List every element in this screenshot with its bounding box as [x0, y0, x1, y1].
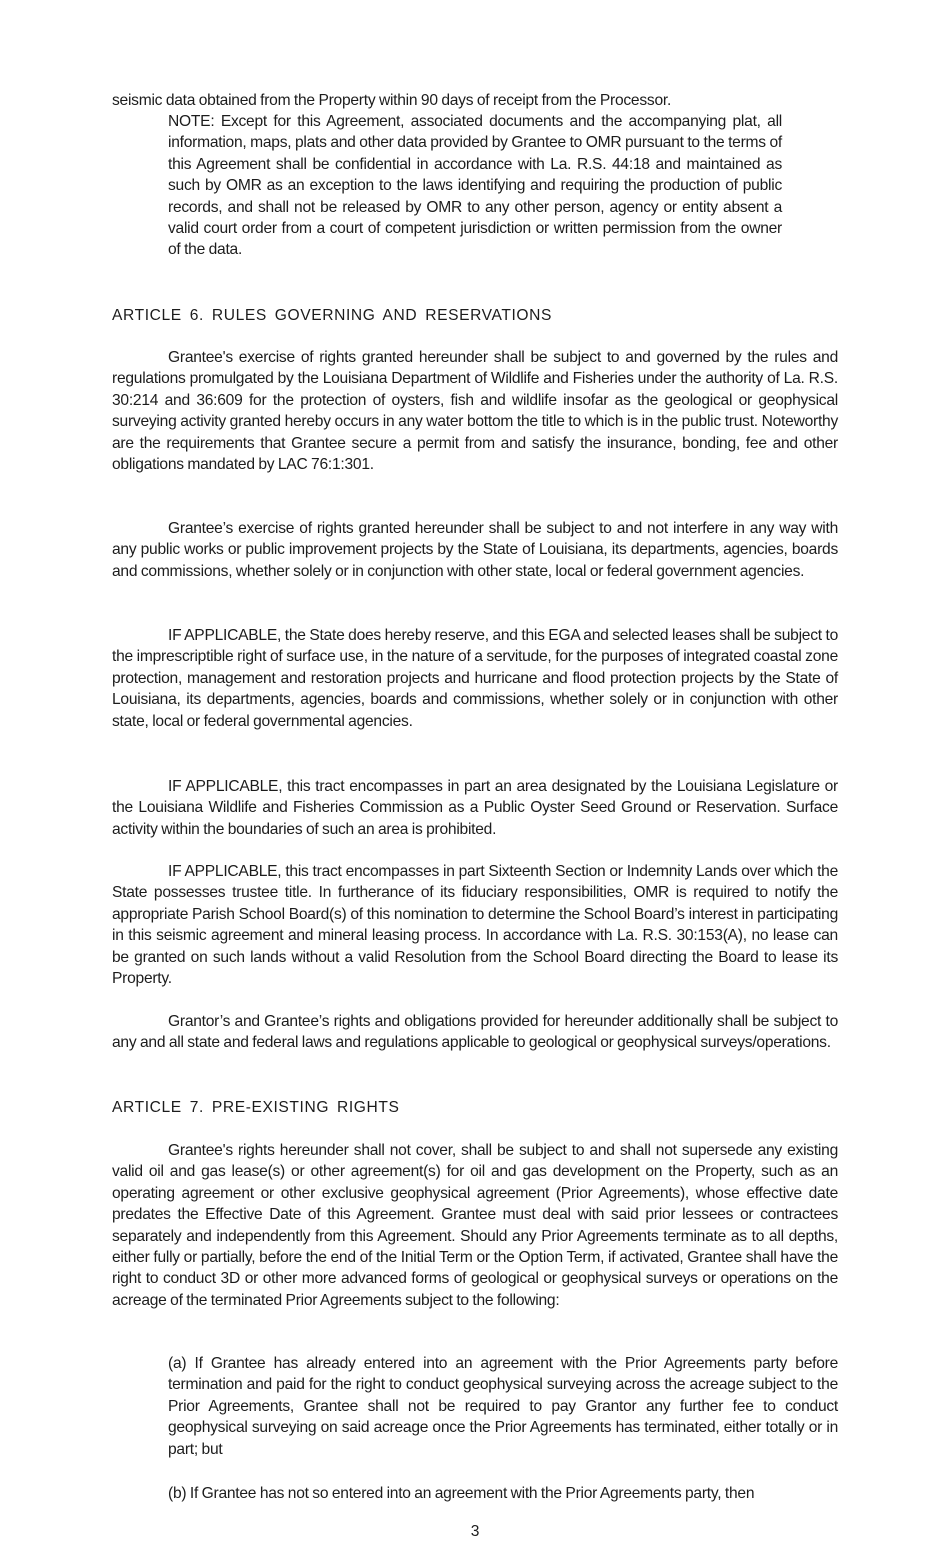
- article-7-paragraph-1: Grantee's rights hereunder shall not cover, shall be subject to and shall not supersede any existing valid oil and gas lease(s) or other agreement(s) for oil and gas development on the Property, such as an operating agreement or other exclusive geophysical agreement (Prior Agreements), whose effective date predates the Effective Date of this Agreement. Grantee must deal with said prior lessees or contractees separately and independently from this Agreement. Should any Prior Agreements terminate as to all depths, either fully or partially, before the end of the Initial Term or the Option Term, if activated, Grantee shall have the right to conduct 3D or other more advanced forms of geological or geophysical surveys or operations on the acreage of the terminated Prior Agreements subject to the following:: [112, 1142, 838, 1309]
- article-7-clause-a: (a) If Grantee has already entered into an agreement with the Prior Agreements party before termination and paid for the right to conduct geophysical surveying across the acreage subject to the Prior Agreements, Grantee shall not be required to pay Grantor any further fee to conduct geophysical surveying on said acreage once the Prior Agreements has terminated, either totally or in part; but: [168, 1355, 838, 1458]
- article-6-paragraph-1: Grantee's exercise of rights granted hereunder shall be subject to and governed by the rules and regulations promulgated by the Louisiana Department of Wildlife and Fisheries under the authority of La. R.S. 30:214 and 36:609 for the protection of oysters, fish and wildlife insofar as the geological or geophysical surveying activity granted hereby occurs in any water bottom the title to which is in the public trust. Noteworthy are the requirements that Grantee secure a permit from and satisfy the insurance, bonding, fee and other obligations mandated by LAC 76:1:301.: [112, 349, 838, 474]
- page-number: 3: [470, 1523, 480, 1540]
- confidentiality-note: NOTE: Except for this Agreement, associated documents and the accompanying plat, all information, maps, plats and other data provided by Grantee to OMR pursuant to the terms of this Agreement shall be confidential in accordance with La. R.S. 44:18 and maintained as such by OMR as an exception to the laws identifying and requiring the production of public records, and shall not be released by OMR to any other person, agency or entity absent a valid court order from a court of competent jurisdiction or written permission from the owner of the data.: [168, 113, 782, 259]
- article-7-heading: ARTICLE 7. PRE-EXISTING RIGHTS: [112, 1099, 400, 1116]
- article-6-heading: ARTICLE 6. RULES GOVERNING AND RESERVATIONS: [112, 307, 552, 324]
- article-7-clause-b: (b) If Grantee has not so entered into an agreement with the Prior Agreements party, then: [168, 1485, 755, 1502]
- article-6-paragraph-2: Grantee’s exercise of rights granted hereunder shall be subject to and not interfere in any way with any public works or public improvement projects by the State of Louisiana, its departments, agencies, boards and commissions, whether solely or in conjunction with other state, local or federal government agencies.: [112, 520, 838, 580]
- article-6-paragraph-6: Grantor’s and Grantee’s rights and obligations provided for hereunder additionally shall be subject to any and all state and federal laws and regulations applicable to geological or geophysical surveys/operations.: [112, 1013, 838, 1052]
- article-6-paragraph-5: IF APPLICABLE, this tract encompasses in part Sixteenth Section or Indemnity Lands over which the State possesses trustee title. In furtherance of its fiduciary responsibilities, OMR is required to notify the appropriate Parish School Board(s) of this nomination to determine the School Board’s interest in participating in this seismic agreement and mineral leasing process. In accordance with La. R.S. 30:153(A), no lease can be granted on such lands without a valid Resolution from the School Board directing the Board to lease its Property.: [112, 863, 838, 988]
- article-6-paragraph-3: IF APPLICABLE, the State does hereby reserve, and this EGA and selected leases shall be subject to the imprescriptible right of surface use, in the nature of a servitude, for the purposes of integrated coastal zone protection, management and restoration projects and hurricane and flood protection projects by the State of Louisiana, its departments, agencies, boards and commissions, whether solely or in conjunction with other state, local or federal governmental agencies.: [112, 627, 838, 730]
- intro-paragraph: seismic data obtained from the Property within 90 days of receipt from the Processor.: [112, 92, 672, 109]
- article-6-paragraph-4: IF APPLICABLE, this tract encompasses in part an area designated by the Louisiana Legislature or the Louisiana Wildlife and Fisheries Commission as a Public Oyster Seed Ground or Reservation. Surface activity within the boundaries of such an area is prohibited.: [112, 778, 838, 838]
